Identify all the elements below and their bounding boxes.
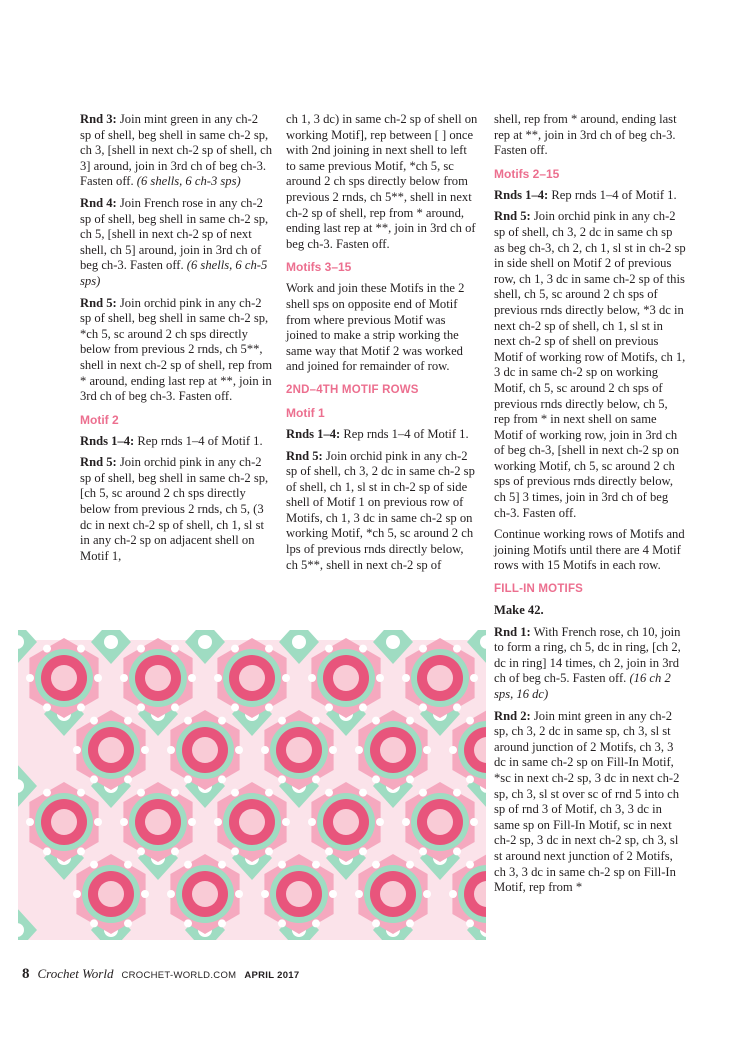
motif-center — [286, 881, 312, 907]
motif-chain-space — [355, 746, 363, 754]
motif-chain-space — [402, 674, 410, 682]
motif-chain-space — [312, 919, 320, 927]
page-footer — [22, 966, 299, 983]
motif-center — [427, 665, 453, 691]
motif-chain-space — [359, 847, 367, 855]
motif-chain-space — [141, 746, 149, 754]
motif-chain-space — [278, 861, 286, 869]
motif-chain-space — [359, 645, 367, 653]
motif-chain-space — [137, 847, 145, 855]
motif-chain-space — [329, 746, 337, 754]
motif-chain-space — [214, 674, 222, 682]
motif-chain-space — [171, 789, 179, 797]
motif-chain-space — [312, 717, 320, 725]
motif-chain-space — [372, 861, 380, 869]
motif-chain-space — [26, 818, 34, 826]
motif-chain-space — [218, 919, 226, 927]
motif-chain-space — [406, 717, 414, 725]
motif-center — [145, 665, 171, 691]
paragraph-fill-rnd2: Rnd 2: Join mint green in any ch-2 sp, ch 3, 2 dc in same sp, ch 3, sl st around junction of 2 Motifs, ch 3, 3 dc in same ch-2 sp on Fill-In Motif, *sc in next ch-2 sp, 3 dc in next ch-2 sp, ch 3, sl st over sc of rnd 5 into ch sp of rnd 3 of Motif, ch 3, 3 dc in same sp on Fill-In Motif, sc in next ch-2 sp, 3 dc in next ch-2 sp, ch 3, sl st around next junction of 2 Motifs, ch 3, 3 dc in same ch-2 sp on Fill-In Motif, rep from * — [494, 708, 680, 895]
motif-center — [98, 737, 124, 763]
motif-chain-space — [325, 703, 333, 711]
motif-center — [239, 665, 265, 691]
motif-chain-space — [355, 890, 363, 898]
motif-chain-space — [188, 818, 196, 826]
motif-chain-space — [94, 674, 102, 682]
paragraph-continue-rows: Continue working rows of Motifs and joining Motifs until there are 4 Motif rows with 15 Motifs in each row. — [494, 527, 685, 573]
motif-center — [98, 881, 124, 907]
motif-chain-space — [282, 674, 290, 682]
motif-chain-space — [466, 919, 474, 927]
motif-chain-space — [261, 890, 269, 898]
motif-center — [192, 881, 218, 907]
motif-chain-space — [282, 818, 290, 826]
motif-chain-space — [167, 890, 175, 898]
motif-chain-space — [372, 717, 380, 725]
motif-chain-space — [137, 703, 145, 711]
motif-chain-space — [329, 890, 337, 898]
motif-chain-space — [406, 861, 414, 869]
motif-chain-space — [94, 818, 102, 826]
motif-chain-space — [423, 890, 431, 898]
motif-chain-space — [466, 717, 474, 725]
paragraph-m215-rnd5: Rnd 5: Join orchid pink in any ch-2 sp of shell, ch 3, 2 dc in same ch sp as beg ch-3, ch 2, ch 1, sl st in ch-2 sp in side shell on Motif 2 of previous row, ch 1, 3 dc in same ch-2 sp of this shell, ch 5, sc around 2 ch sps of previous rnds directly below, *3 dc in next ch-2 sp of shell, ch 1, sl st in next ch-2 sp of shell on previous Motif of working row of Motifs, ch 1, 3 dc in same ch-2 sp on working Motif, ch 5, sc around 2 ch sps of previous rnds directly below, ch 5, rep from * in next shell on same Motif of working row, join in 3rd ch of beg ch-3, [shell in next ch-2 sp on working Motif, ch 5, sc around 2 ch sps of previous rnds directly below, ch 5] 3 times, join in 3rd ch of beg ch-3. Fasten off. — [494, 209, 686, 520]
motif-chain-space — [184, 861, 192, 869]
motif-chain-space — [406, 775, 414, 783]
column-left — [80, 112, 272, 570]
motif-chain-space — [359, 703, 367, 711]
motif-chain-space — [231, 645, 239, 653]
motif-chain-space — [43, 789, 51, 797]
motif-chain-space — [235, 890, 243, 898]
heading-motif-1: Motif 1 — [286, 405, 325, 420]
magazine-url: CROCHET-WORLD.COM — [121, 970, 237, 981]
motif-chain-space — [372, 775, 380, 783]
paragraph-motif2-rnds1-4: Rnds 1–4: Rep rnds 1–4 of Motif 1. — [80, 433, 263, 448]
motif-chain-space — [449, 746, 457, 754]
motif-center — [286, 737, 312, 763]
make-count: Make 42. — [494, 603, 544, 618]
magazine-name: Crochet World — [37, 966, 114, 981]
motif-chain-space — [235, 746, 243, 754]
motif-chain-space — [73, 746, 81, 754]
motif-center — [380, 737, 406, 763]
motif-chain-space — [120, 674, 128, 682]
motif-center — [51, 665, 77, 691]
motif-chain-space — [423, 746, 431, 754]
motif-chain-space — [231, 703, 239, 711]
motif-chain-space — [419, 645, 427, 653]
motif-chain-space — [77, 847, 85, 855]
heading-motifs-3-15: Motifs 3–15 — [286, 260, 352, 275]
motif-chain-space — [419, 847, 427, 855]
motif-chain-space — [325, 645, 333, 653]
motif-center — [333, 809, 359, 835]
motif-chain-space — [73, 890, 81, 898]
motif-chain-space — [218, 861, 226, 869]
motif-chain-space — [325, 847, 333, 855]
motif-chain-space — [372, 919, 380, 927]
motif-chain-space — [171, 645, 179, 653]
motif-chain-space — [218, 775, 226, 783]
column-right — [494, 112, 686, 902]
motif-center — [239, 809, 265, 835]
motif-chain-space — [325, 789, 333, 797]
paragraph-rnd5: Rnd 5: Join orchid pink in any ch-2 sp of shell, beg shell in same ch-2 sp, *ch 5, sc around 2 ch sps directly below from previous 2 rnds, ch 5**, shell in next ch-2 sp of shell, rep from * around, ending last rep at **, join in 3rd ch of beg ch-3. Fasten off. — [80, 295, 273, 404]
motif-chain-space — [261, 746, 269, 754]
motif-chain-space — [312, 861, 320, 869]
motif-chain-space — [90, 775, 98, 783]
motif-chain-space — [453, 847, 461, 855]
motif-chain-space — [419, 703, 427, 711]
motif-chain-space — [77, 645, 85, 653]
paragraph-motif2-rnd5: Rnd 5: Join orchid pink in any ch-2 sp of shell, beg shell in same ch-2 sp, [ch 5, sc around 2 ch sps directly below from previous 2 rnds, ch 5, (3 dc in next ch-2 sp of shell, ch 1, sl st in any ch-2 sp on adjacent shell on Motif 1, — [80, 455, 269, 563]
paragraph-m215-rnds1-4: Rnds 1–4: Rep rnds 1–4 of Motif 1. — [494, 187, 677, 202]
heading-fill-in-motifs: FILL-IN MOTIFS — [494, 583, 584, 596]
motif-chain-space — [470, 818, 478, 826]
motif-chain-space — [470, 674, 478, 682]
motif-chain-space — [77, 703, 85, 711]
motif-chain-space — [231, 789, 239, 797]
motif-chain-space — [214, 818, 222, 826]
motif-chain-space — [278, 717, 286, 725]
motif-chain-space — [359, 789, 367, 797]
motif-chain-space — [171, 847, 179, 855]
motif-chain-space — [265, 645, 273, 653]
paragraph-fill-rnd1: Rnd 1: With French rose, ch 10, join to form a ring, ch 5, dc in ring, [ch 2, dc in ring] 14 times, ch 2, join in 3rd ch of beg ch-5. Fasten off. (16 ch 2 sps, 16 dc) — [494, 624, 681, 701]
heading-motif-rows: 2ND–4TH MOTIF ROWS — [286, 383, 419, 396]
motif-chain-space — [188, 674, 196, 682]
motif-chain-space — [278, 775, 286, 783]
fill-in-center — [386, 635, 400, 649]
motif-center — [145, 809, 171, 835]
motif-chain-space — [184, 717, 192, 725]
motif-chain-space — [77, 789, 85, 797]
paragraph-continued: ch 1, 3 dc) in same ch-2 sp of shell on working Motif], rep between [ ] once with 2nd joining in next shell to left to same previous Motif, *ch 5, sc around 2 ch sps directly below from previous 2 rnds, ch 5**, shell in next ch-2 sp of shell, rep from * around, ending last rep at **, join in 3rd ch of beg ch-3. Fasten off. — [286, 112, 478, 251]
motif-chain-space — [265, 847, 273, 855]
paragraph-row-rnd5: Rnd 5: Join orchid pink in any ch-2 sp of shell, ch 3, 2 dc in same ch-2 sp of shell, ch 1, sl st in ch-2 sp of side shell of Motif 1 on previous row of Motifs, ch 1, 3 dc in same ch-2 sp on working Motif, *ch 5, sc around 2 ch lps of previous rnds directly below, ch 5**, shell in next ch-2 sp of — [286, 448, 475, 572]
motif-chain-space — [184, 775, 192, 783]
motif-chain-space — [124, 861, 132, 869]
paragraph-continued-right: shell, rep from * around, ending last rep at **, join in 3rd ch of beg ch-3. Fasten off. — [494, 112, 677, 158]
motif-chain-space — [124, 919, 132, 927]
motif-chain-space — [308, 674, 316, 682]
motif-chain-space — [141, 890, 149, 898]
motif-chain-space — [376, 818, 384, 826]
motif-chain-space — [419, 789, 427, 797]
paragraph-work-join: Work and join these Motifs in the 2 shell sps on opposite end of Motif from where previous Motif was joined to make a strip working the same way that Motif 2 was worked and joined for remainder of row. — [286, 281, 465, 374]
motif-chain-space — [171, 703, 179, 711]
motif-chain-space — [466, 861, 474, 869]
motif-center — [333, 665, 359, 691]
motif-center — [380, 881, 406, 907]
motif-chain-space — [265, 789, 273, 797]
issue-date: APRIL 2017 — [244, 970, 300, 981]
page-number: 8 — [22, 966, 30, 982]
motif-chain-space — [453, 645, 461, 653]
motif-chain-space — [218, 717, 226, 725]
motif-chain-space — [137, 645, 145, 653]
motif-chain-space — [402, 818, 410, 826]
motif-center — [192, 737, 218, 763]
motif-chain-space — [167, 746, 175, 754]
motif-chain-space — [406, 919, 414, 927]
motif-chain-space — [90, 717, 98, 725]
motif-chain-space — [90, 919, 98, 927]
column-middle — [286, 112, 478, 579]
paragraph-row-rnds1-4: Rnds 1–4: Rep rnds 1–4 of Motif 1. — [286, 426, 469, 441]
motif-chain-space — [231, 847, 239, 855]
motif-chain-space — [124, 775, 132, 783]
paragraph-rnd3: Rnd 3: Join mint green in any ch-2 sp of shell, beg shell in same ch-2 sp, ch 3, [shell in next ch-2 sp of shell, ch 3] around, join in 3rd ch of beg ch-3. Fasten off. (6 shells, 6 ch-3 sps) — [80, 112, 273, 189]
heading-motifs-2-15: Motifs 2–15 — [494, 166, 560, 181]
motif-chain-space — [43, 645, 51, 653]
motif-chain-space — [43, 847, 51, 855]
motif-chain-space — [265, 703, 273, 711]
motif-chain-space — [120, 818, 128, 826]
motif-chain-space — [137, 789, 145, 797]
motif-chain-space — [466, 775, 474, 783]
motif-center — [427, 809, 453, 835]
motif-chain-space — [312, 775, 320, 783]
motif-center — [51, 809, 77, 835]
fill-in-center — [104, 635, 118, 649]
motif-chain-space — [184, 919, 192, 927]
motif-chain-space — [278, 919, 286, 927]
fill-in-center — [292, 635, 306, 649]
motif-chain-space — [449, 890, 457, 898]
motif-chain-space — [43, 703, 51, 711]
motif-chain-space — [308, 818, 316, 826]
motif-chain-space — [453, 789, 461, 797]
motif-chain-space — [26, 674, 34, 682]
motif-chain-space — [453, 703, 461, 711]
crochet-motif-photo — [18, 630, 486, 940]
motif-chain-space — [124, 717, 132, 725]
paragraph-rnd4: Rnd 4: Join French rose in any ch-2 sp of shell, beg shell in same ch-2 sp, ch 5, [shell in next ch-2 sp of next shell, ch 5] around, join in 3rd ch of beg ch-3. Fasten off. (6 shells, 6 ch-5 sps) — [80, 195, 269, 288]
motif-chain-space — [376, 674, 384, 682]
heading-motif-2: Motif 2 — [80, 412, 119, 427]
motif-chain-space — [90, 861, 98, 869]
fill-in-center — [198, 635, 212, 649]
